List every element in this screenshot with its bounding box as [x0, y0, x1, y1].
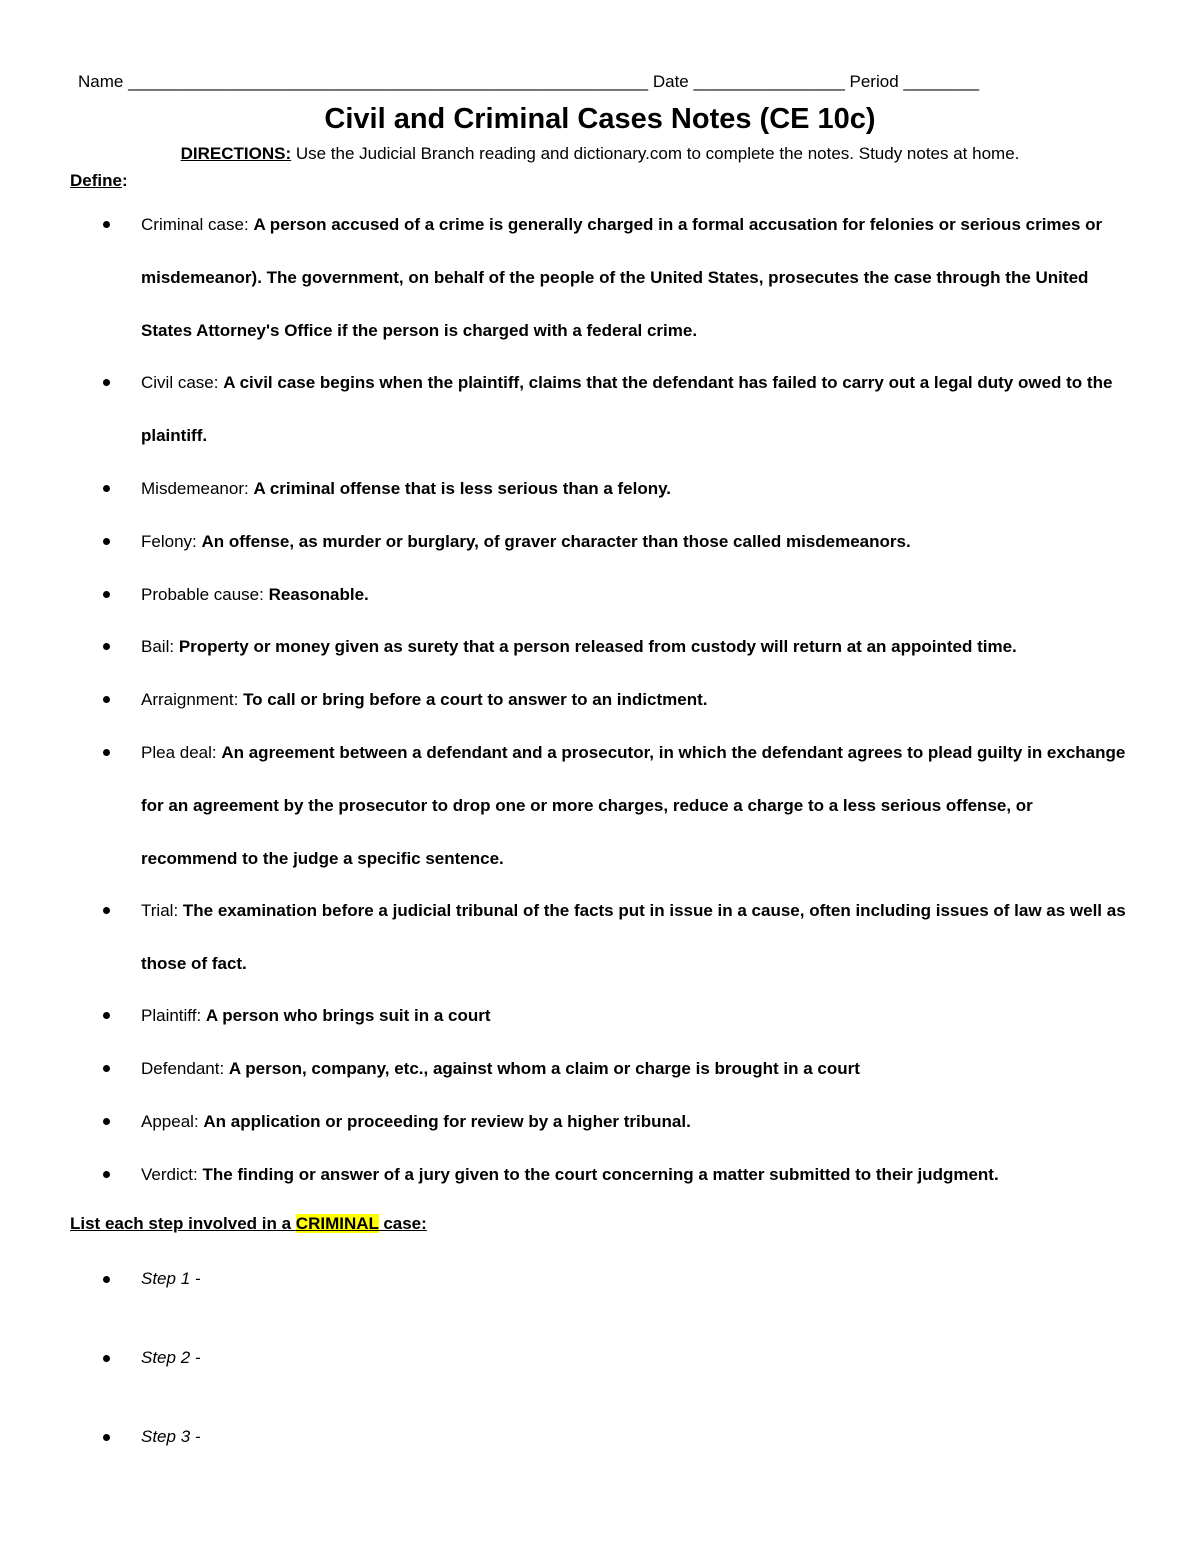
define-colon: : [121, 171, 128, 190]
bullet-icon [103, 485, 110, 492]
directions-label: DIRECTIONS: [180, 144, 292, 163]
definition-body: To call or bring before a court to answer to an indictment. [243, 690, 708, 709]
bullet-icon [103, 591, 110, 598]
bullet-icon [103, 643, 110, 650]
bullet-icon [103, 1065, 110, 1072]
definition-text: Trial: The examination before a judicial tribunal of the facts put in issue in a cause, often including issues of law as well as those of fact. [141, 901, 1126, 973]
definition-text: Defendant: A person, company, etc., against whom a claim or charge is brought in a court [141, 1059, 860, 1078]
step-item: Step 1 - [141, 1269, 201, 1288]
definition-term: Arraignment [141, 690, 234, 709]
definition-term: Trial [141, 901, 174, 920]
page-title: Civil and Criminal Cases Notes (CE 10c) [324, 103, 876, 135]
definition-term: Criminal case [141, 215, 244, 234]
definition-term: Bail [141, 637, 170, 656]
name-label: Name [78, 72, 124, 91]
definition-body: A person who brings suit in a court [205, 1006, 491, 1025]
criminal-heading-suffix: case: [378, 1214, 427, 1233]
bullet-icon [103, 1171, 110, 1178]
criminal-steps-heading [70, 1214, 427, 1234]
definition-term: Probable cause [141, 585, 260, 604]
bullet-icon [103, 1118, 110, 1125]
definition-body: A person, company, etc., against whom a claim or charge is brought in a court [228, 1059, 860, 1078]
header-line [78, 72, 1128, 92]
definition-term: Civil case [141, 373, 214, 392]
directions [0, 144, 1200, 164]
date-field[interactable]: ________________ [693, 72, 845, 91]
bullet-icon [103, 221, 110, 228]
definition-term: Plea deal [141, 743, 212, 762]
step-item: Step 2 - [141, 1348, 201, 1367]
definition-text: Probable cause: Reasonable. [141, 585, 369, 604]
definition-term: Appeal [141, 1112, 194, 1131]
bullet-icon [103, 696, 110, 703]
definition-text: Plaintiff: A person who brings suit in a court [141, 1006, 491, 1025]
period-label: Period [849, 72, 899, 91]
date-label: Date [652, 72, 689, 91]
bullet-icon [103, 749, 110, 756]
definition-text: Arraignment: To call or bring before a court to answer to an indictment. [141, 690, 708, 709]
bullet-icon [103, 1012, 110, 1019]
step-item: Step 3 - [141, 1427, 201, 1446]
definition-body: An application or proceeding for review by a higher tribunal. [203, 1112, 691, 1131]
definition-body: A criminal offense that is less serious than a felony. [253, 479, 672, 498]
bullet-icon [103, 1276, 110, 1283]
definition-text: Plea deal: An agreement between a defendant and a prosecutor, in which the defendant agrees to plead guilty in exchange for an agreement by the prosecutor to drop one or more charges, reduce a charge to a less serious offense, or recommend to the judge a specific sentence. [141, 743, 1126, 868]
bullet-icon [103, 1355, 110, 1362]
define-heading [70, 171, 128, 191]
bullet-icon [103, 379, 110, 386]
criminal-highlight: CRIMINAL [295, 1214, 379, 1233]
definition-body: The examination before a judicial tribunal of the facts put in issue in a cause, often including issues of law as well as those of fact. [141, 901, 1126, 973]
definition-body: Property or money given as surety that a person released from custody will return at an appointed time. [178, 637, 1017, 656]
definition-term: Verdict [141, 1165, 193, 1184]
definition-term: Felony [141, 532, 193, 551]
criminal-heading-prefix: List each step involved in a [70, 1214, 296, 1233]
definition-text: Verdict: The finding or answer of a jury given to the court concerning a matter submitted to their judgment. [141, 1165, 999, 1184]
bullet-icon [103, 538, 110, 545]
definition-body: A person accused of a crime is generally charged in a formal accusation for felonies or serious crimes or misdemeanor). The government, on behalf of the people of the United States, prosecutes the case through the United States Attorney's Office if the person is charged with a federal crime. [141, 215, 1103, 340]
bullet-icon [103, 1434, 110, 1441]
definition-text: Bail: Property or money given as surety that a person released from custody will return at an appointed time. [141, 637, 1017, 656]
definition-body: A civil case begins when the plaintiff, claims that the defendant has failed to carry out a legal duty owed to the plaintiff. [141, 373, 1113, 445]
definition-term: Misdemeanor [141, 479, 244, 498]
bullet-icon [103, 907, 110, 914]
definition-text: Appeal: An application or proceeding for review by a higher tribunal. [141, 1112, 691, 1131]
define-label: Define [70, 171, 122, 190]
definition-text: Felony: An offense, as murder or burglary, of graver character than those called misdemeanors. [141, 532, 911, 551]
name-field[interactable]: _______________________________________________________ [128, 72, 649, 91]
definition-body: An offense, as murder or burglary, of graver character than those called misdemeanors. [201, 532, 911, 551]
period-field[interactable]: ________ [903, 72, 980, 91]
definition-body: The finding or answer of a jury given to the court concerning a matter submitted to their judgment. [202, 1165, 999, 1184]
definition-text: Misdemeanor: A criminal offense that is less serious than a felony. [141, 479, 672, 498]
definition-text: Civil case: A civil case begins when the plaintiff, claims that the defendant has failed to carry out a legal duty owed to the plaintiff. [141, 373, 1113, 445]
definition-term: Plaintiff [141, 1006, 197, 1025]
definition-body: An agreement between a defendant and a prosecutor, in which the defendant agrees to plead guilty in exchange for an agreement by the prosecutor to drop one or more charges, reduce a charge to a less serious offense, or recommend to the judge a specific sentence. [141, 743, 1126, 868]
definition-text: Criminal case: A person accused of a crime is generally charged in a formal accusation for felonies or serious crimes or misdemeanor). The government, on behalf of the people of the United States, prosecutes the case through the United States Attorney's Office if the person is charged with a federal crime. [141, 215, 1103, 340]
directions-text: Use the Judicial Branch reading and dictionary.com to complete the notes. Study notes at home. [295, 144, 1020, 163]
definition-body: Reasonable. [268, 585, 369, 604]
definition-term: Defendant [141, 1059, 220, 1078]
